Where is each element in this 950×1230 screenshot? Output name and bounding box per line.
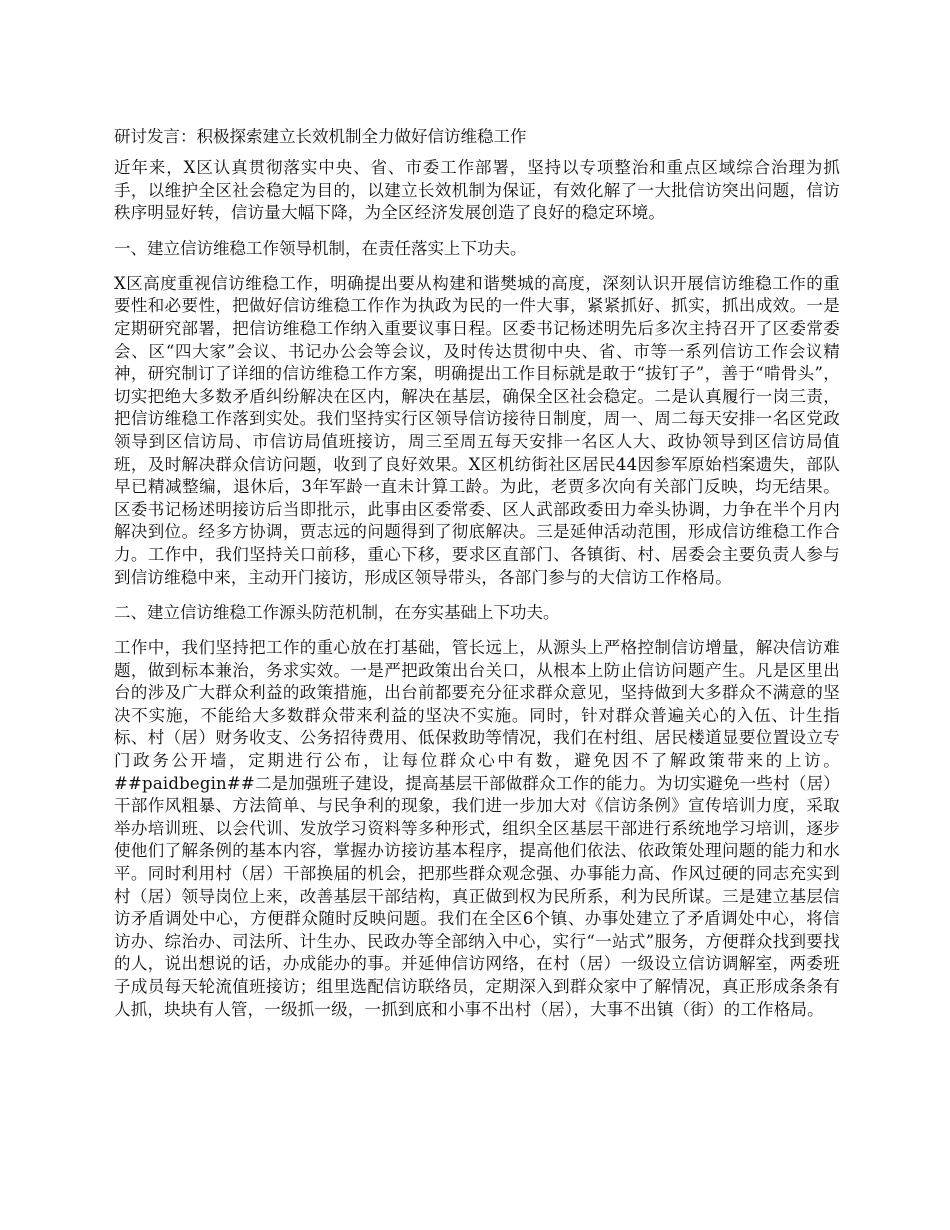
- intro-paragraph: 近年来，X区认真贯彻落实中央、省、市委工作部署，坚持以专项整治和重点区域综合治理为抓手，以维护全区社会稳定为目的，以建立长效机制为保证，有效化解了一大批信访突出问题，信访秩序明显好转，信访量大幅下降，为全区经济发展创造了良好的稳定环境。: [114, 158, 840, 223]
- section-1-heading: 一、建立信访维稳工作领导机制，在责任落实上下功夫。: [114, 238, 527, 258]
- section-2-heading: 二、建立信访维稳工作源头防范机制，在夯实基础上下功夫。: [114, 603, 560, 623]
- section-2-paragraph: 工作中，我们坚持把工作的重心放在打基础，管长远上，从源头上严格控制信访增量，解决信访难题，做到标本兼治，务求实效。一是严把政策出台关口，从根本上防止信访问题产生。凡是区里出台的涉及广大群众利益的政策措施，出台前都要充分征求群众意见，坚持做到大多群众不满意的坚决不实施，不能给大多数群众带来利益的坚决不实施。同时，针对群众普遍关心的入伍、计生指标、村（居）财务收支、公务招待费用、低保救助等情况，我们在村组、居民楼道显要位置设立专门政务公开墙，定期进行公布，让每位群众心中有数，避免因不了解政策带来的上访。##paidbegin##二是加强班子建设，提高基层干部做群众工作的能力。为切实避免一些村（居）干部作风粗暴、方法简单、与民争利的现象，我们进一步加大对《信访条例》宣传培训力度，采取举办培训班、以会代训、发放学习资料等多种形式，组织全区基层干部进行系统地学习培训，逐步使他们了解条例的基本内容，掌握办访接访基本程序，提高他们依法、依政策处理问题的能力和水平。同时利用村（居）干部换届的机会，把那些群众观念强、办事能力高、作风过硬的同志充实到村（居）领导岗位上来，改善基层干部结构，真正做到权为民所系，利为民所谋。三是建立基层信访矛盾调处中心，方便群众随时反映问题。我们在全区6个镇、办事处建立了矛盾调处中心，将信访办、综治办、司法所、计生办、民政办等全部纳入中心，实行“一站式”服务，方便群众找到要找的人，说出想说的话，办成能办的事。并延伸信访网络，在村（居）一级设立信访调解室，两委班子成员每天轮流值班接访；组里选配信访联络员，定期深入到群众家中了解情况，真正形成条条有人抓，块块有人管，一级抓一级，一抓到底和小事不出村（居），大事不出镇（街）的工作格局。: [114, 638, 840, 1019]
- document-title: 研讨发言：积极探索建立长效机制全力做好信访维稳工作: [114, 127, 527, 146]
- section-1-paragraph: X区高度重视信访维稳工作，明确提出要从构建和谐樊城的高度，深刻认识开展信访维稳工作的重要性和必要性，把做好信访维稳工作作为执政为民的一件大事，紧紧抓好、抓实，抓出成效。一是定期研究部署，把信访维稳工作纳入重要议事日程。区委书记杨述明先后多次主持召开了区委常委会、区“四大家”会议、书记办公会等会议，及时传达贯彻中央、省、市等一系列信访工作会议精神，研究制订了详细的信访维稳工作方案，明确提出工作目标就是敢于“拔钉子”，善于“啃骨头”，切实把绝大多数矛盾纠纷解决在区内，解决在基层，确保全区社会稳定。二是认真履行一岗三责，把信访维稳工作落到实处。我们坚持实行区领导信访接待日制度，周一、周二每天安排一名区党政领导到区信访局、市信访局值班接访，周三至周五每天安排一名区人大、政协领导到区信访局值班，及时解决群众信访问题，收到了良好效果。X区机纺街社区居民44因参军原始档案遗失，部队早已精减整编，退休后，3年军龄一直未计算工龄。为此，老贾多次向有关部门反映，均无结果。区委书记杨述明接访后当即批示，此事由区委常委、区人武部政委田力牵头协调，力争在半个月内解决到位。经多方协调，贾志远的问题得到了彻底解决。三是延伸活动范围，形成信访维稳工作合力。工作中，我们坚持关口前移，重心下移，要求区直部门、各镇街、村、居委会主要负责人参与到信访维稳中来，主动开门接访，形成区领导带头，各部门参与的大信访工作格局。: [114, 273, 840, 587]
- document-page: [114, 126, 840, 1034]
